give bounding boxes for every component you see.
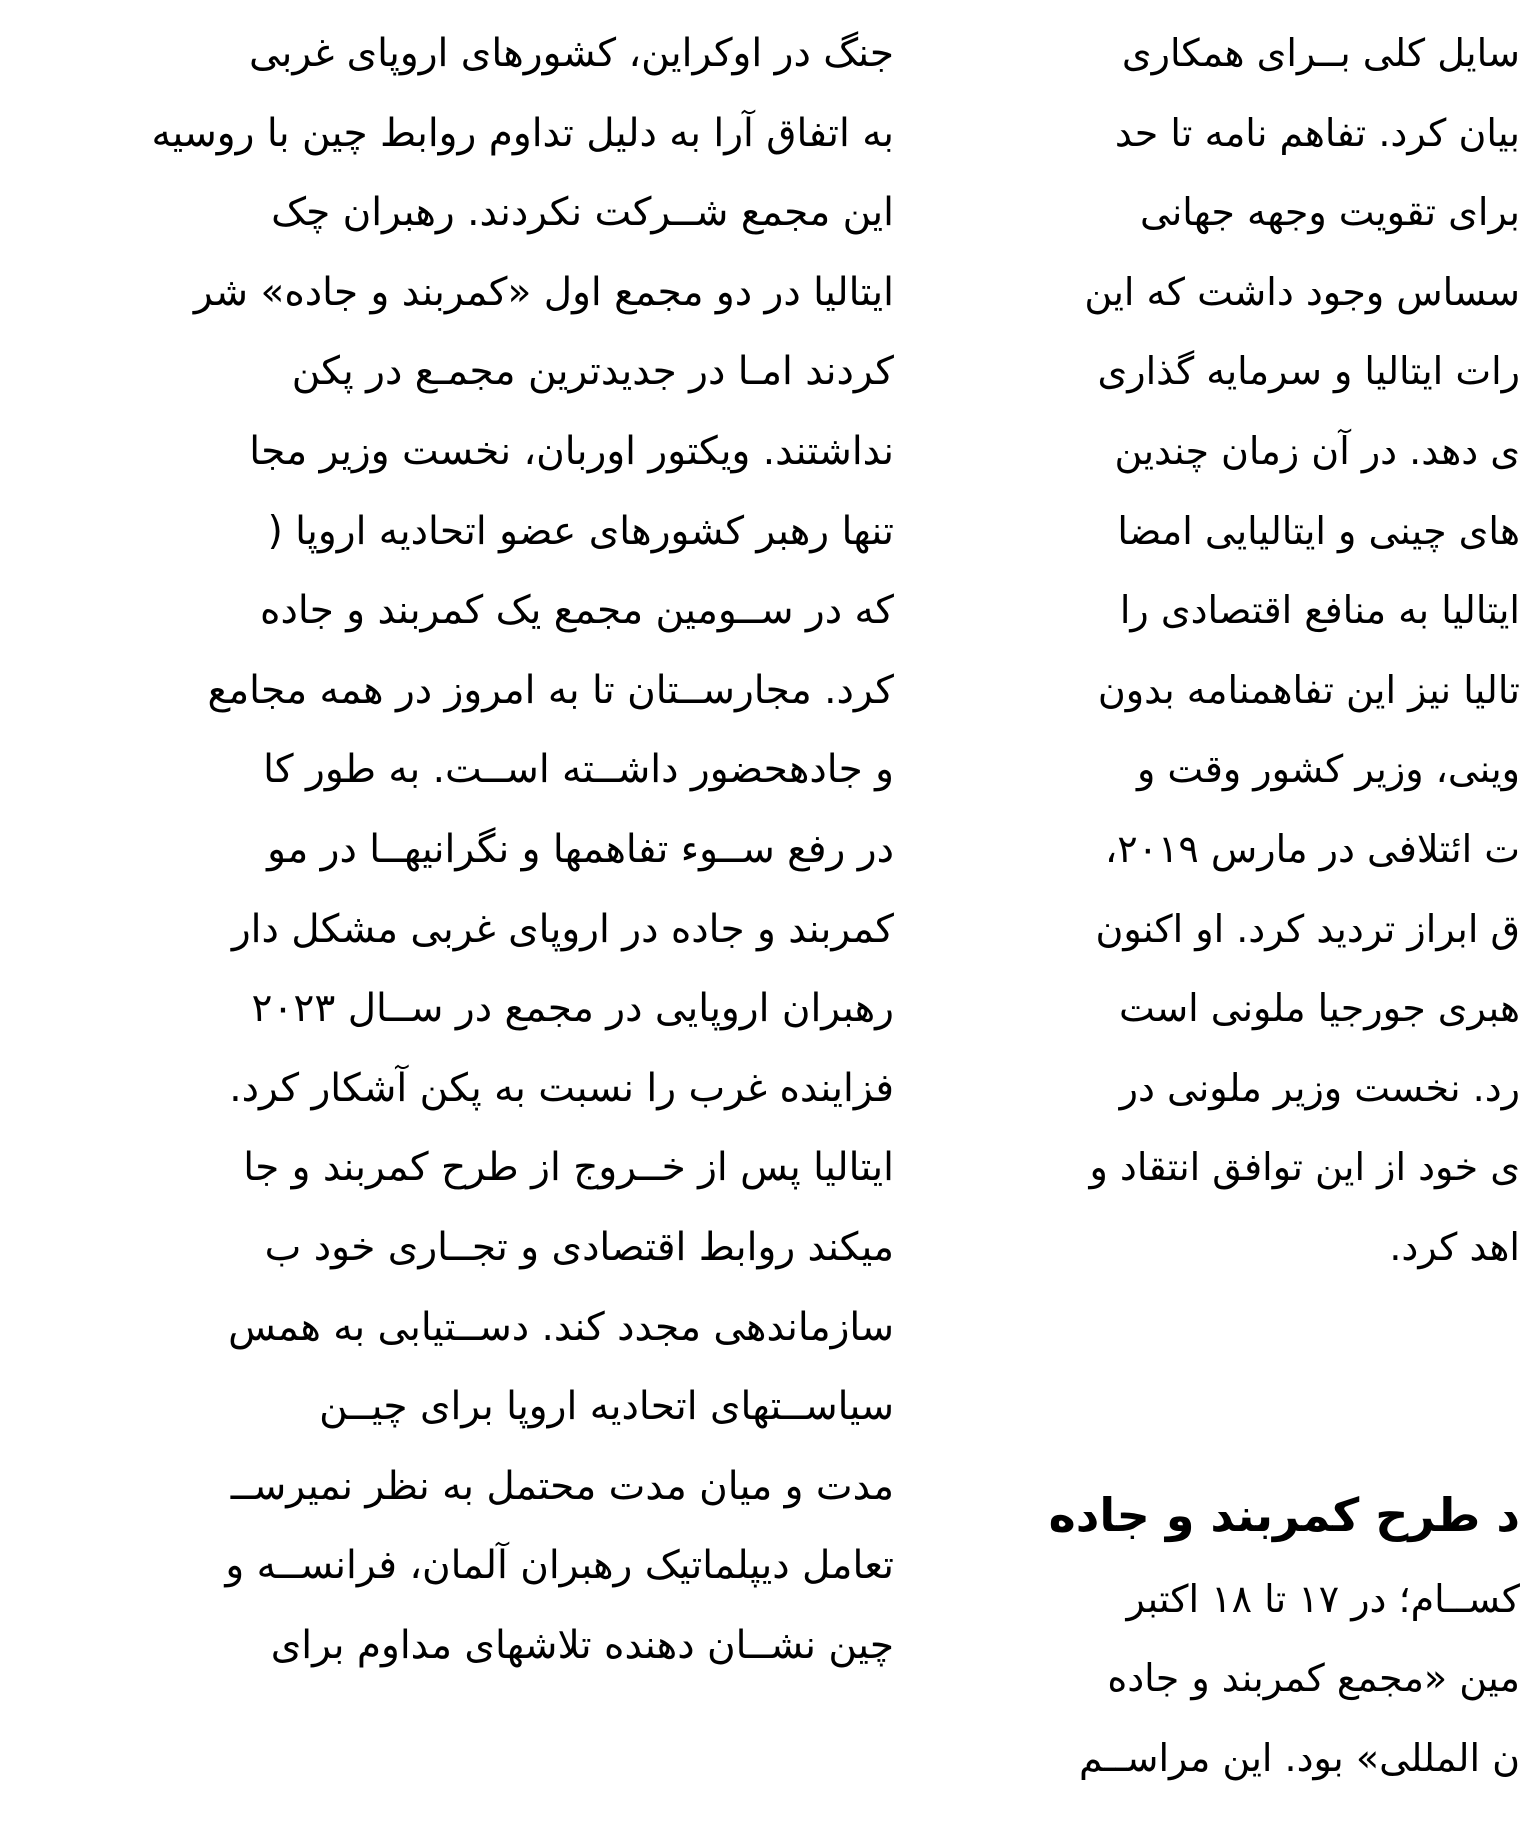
text-line: هبری جورجیا ملونی است (1119, 986, 1520, 1031)
text-line: ی خود از این توافق انتقاد و (1089, 1145, 1520, 1190)
text-line: ن المللی» بود. این مراســم (1079, 1735, 1520, 1780)
text-line: ایتالیا پس از خــروج از طرح کمربند و جا (243, 1145, 894, 1191)
text-line: کرد. مجارســتان تا به امروز در همه مجامع (207, 667, 894, 713)
text-line: ایتالیا به منافع اقتصادی را (1119, 588, 1520, 633)
text-line: کردند امـا در جدیدترین مجمـع در پکن (291, 349, 894, 395)
text-line: تعامل دیپلماتیک رهبران آلمان، فرانســه و (225, 1543, 894, 1589)
text-line: نداشتند. ویکتور اوربان، نخست وزیر مجا (249, 428, 894, 474)
text-line: کمربند و جاده در اروپای غربی مشکل دار (231, 906, 894, 952)
section-heading: د طرح کمربند و جاده (1048, 1487, 1520, 1542)
text-line: تنها رهبر کشورهای عضو اتحادیه اروپا ( (267, 508, 894, 554)
text-line: اهد کرد. (1389, 1224, 1520, 1269)
text-line: مدت و میان مدت محتمل به نظر نمیرســ (230, 1463, 894, 1509)
text-line: میکند روابط اقتصادی و تجــاری خود ب (264, 1224, 894, 1270)
text-line: رات ایتالیا و سرمایه گذاری (1097, 349, 1520, 394)
text-line: چین نشــان دهنده تلاشهای مداوم برای (270, 1622, 894, 1668)
text-line: این مجمع شــرکت نکردند. رهبران چک (271, 190, 894, 236)
text-line: برای تقویت وجهه جهانی (1140, 190, 1520, 235)
text-line: به اتفاق آرا به دلیل تداوم روابط چین با روسیه (151, 110, 894, 156)
section-gap (944, 1288, 1520, 1470)
text-line: مین «مجمع کمربند و جاده (1107, 1656, 1520, 1701)
text-line: سساس وجود داشت که این (1084, 269, 1520, 314)
text-line: وینی، وزیر کشور وقت و (1136, 747, 1520, 792)
text-line: که در ســومین مجمع یک کمربند و جاده (260, 588, 894, 634)
text-line: فزاینده غرب را نسبت به پکن آشکار کرد. (229, 1065, 894, 1111)
text-line: کســام؛ در ۱۷ تا ۱۸ اکتبر (1126, 1576, 1520, 1621)
text-line: جنگ در اوکراین، کشورهای اروپای غربی (248, 31, 894, 76)
text-line: ی دهد. در آن زمان چندین (1114, 428, 1520, 473)
text-line: ایتالیا در دو مجمع اول «کمربند و جاده» شر (193, 269, 894, 315)
text-line: رد. نخست وزیر ملونی در (1119, 1065, 1520, 1110)
text-line: تالیا نیز این تفاهمنامه بدون (1097, 667, 1520, 712)
text-line: سیاســتهای اتحادیه اروپا برای چیــن (319, 1384, 894, 1430)
text-line: سازماندهی مجدد کند. دســتیابی به همس (228, 1304, 894, 1350)
text-line: بیان کرد. تفاهم نامه تا حد (1114, 110, 1520, 155)
right-text-column (964, 0, 1520, 1822)
text-line: های چینی و ایتالیایی امضا (1117, 508, 1520, 553)
text-line: ت ائتلافی در مارس ۲۰۱۹، (1104, 826, 1520, 871)
text-line: سایل کلی بــرای همکاری (1121, 31, 1520, 75)
text-line: و جادهحضور داشــته اســت. به طور کا (263, 747, 894, 793)
text-line: ق ابراز تردید کرد. او اکنون (1095, 906, 1520, 951)
text-line: رهبران اروپایی در مجمع در ســال ۲۰۲۳ (251, 986, 894, 1032)
text-line: در رفع ســوء تفاهمها و نگرانیهــا در مو (267, 826, 894, 872)
